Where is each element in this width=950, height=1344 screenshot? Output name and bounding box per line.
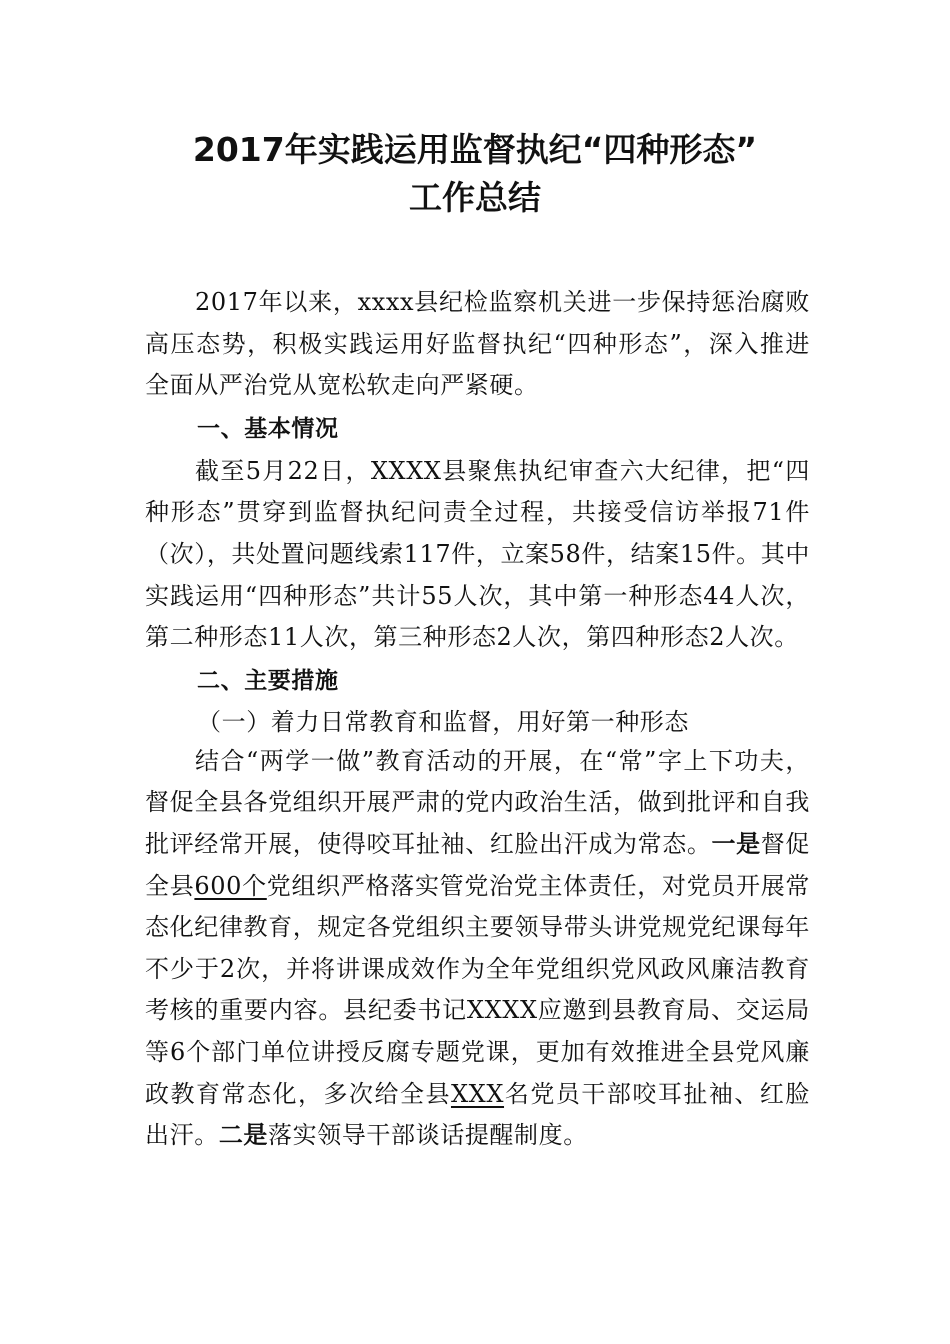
section-2-heading: 二、主要措施 — [197, 667, 339, 694]
underlined-count: 600个 — [194, 871, 267, 900]
emphasis-first: 一是 — [711, 829, 761, 858]
document-body — [145, 282, 810, 1157]
underlined-placeholder: XXX — [450, 1079, 505, 1108]
section-2-paragraph — [145, 741, 810, 1157]
section-2-subheading-1: （一）着力日常教育和监督，用好第一种形态 — [197, 707, 689, 736]
paragraph-text: 党组织严格落实管党治党主体责任，对党员开展常态化纪律教育，规定各党组织主要领导带头讲党规党纪课每年不少于2次，并将讲课成效作为全年党组织党风政风廉洁教育考核的重要内容。县纪委书记XXXX应邀到县教育局、交运局等6个部门单位讲授反腐专题党课，更加有效推进全县党风廉政教育常态化，多次给全县 — [145, 871, 810, 1108]
intro-paragraph: 2017年以来，xxxx县纪检监察机关进一步保持惩治腐败高压态势，积极实践运用好监督执纪“四种形态”，深入推进全面从严治党从宽松软走向严紧硬。 — [145, 288, 810, 400]
emphasis-second: 二是 — [218, 1121, 269, 1150]
document-title-line-2: 工作总结 — [409, 178, 541, 217]
section-1-paragraph: 截至5月22日，XXXX县聚焦执纪审查六大纪律，把“四种形态”贯穿到监督执纪问责全过程，共接受信访举报71件（次），共处置问题线索117件，立案58件，结案15件。其中实践运用“四种形态”共计55人次，其中第一种形态44人次，第二种形态11人次，第三种形态2人次，第四种形态2人次。 — [145, 456, 810, 652]
paragraph-text: 落实领导干部谈话提醒制度。 — [268, 1121, 588, 1150]
section-1-heading: 一、基本情况 — [197, 415, 339, 442]
document-title-line-1: 2017年实践运用监督执纪“四种形态” — [192, 130, 758, 169]
paragraph-text: 督促全县 — [145, 829, 810, 900]
paragraph-text: 结合“两学一做”教育活动的开展，在“常”字上下功夫，督促全县各党组织开展严肃的党内政治生活，做到批评和自我批评经常开展，使得咬耳扯袖、红脸出汗成为常态。 — [145, 746, 810, 858]
paragraph-text: 名党员干部咬耳扯袖、红脸出汗。 — [145, 1079, 810, 1150]
